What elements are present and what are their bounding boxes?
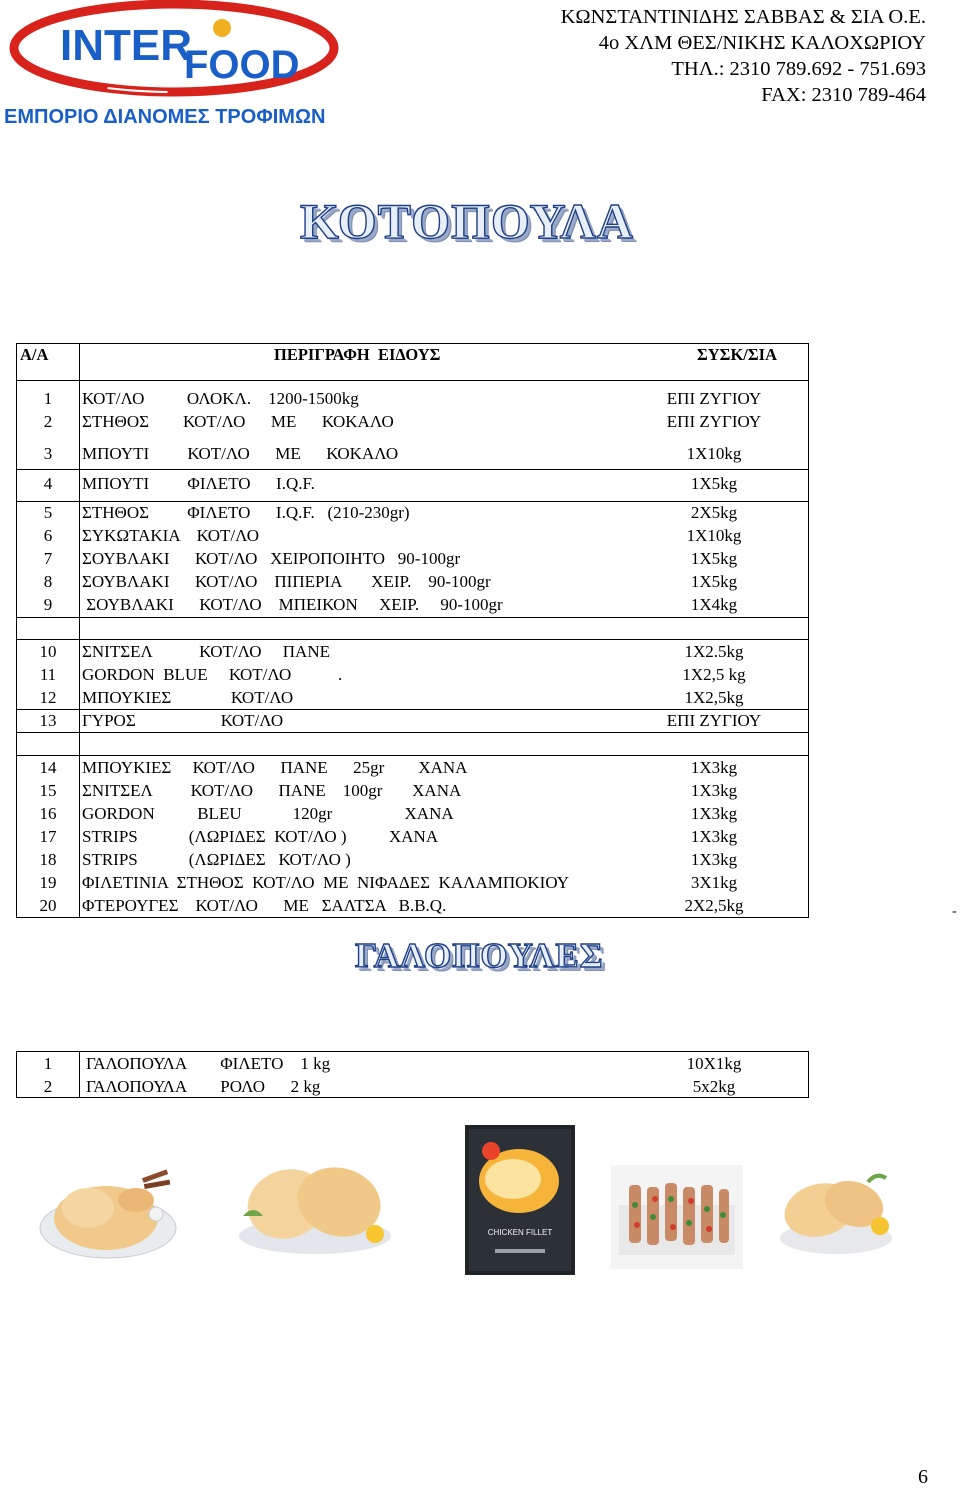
table-row [16, 825, 809, 848]
row-num: 1 [43, 389, 53, 408]
row-num: 15 [39, 781, 57, 800]
row-pack: 1Χ2,5kg [684, 688, 744, 707]
table-row [16, 387, 809, 410]
col-header-num: Α/Α [20, 345, 49, 364]
row-desc: ΣΟΥΒΛΑΚΙ ΚΟΤ/ΛΟ ΜΠΕΙΚΟΝ ΧΕΙΡ. 90-100gr [82, 595, 503, 614]
row-desc: ΣΝΙΤΣΕΛ ΚΟΤ/ΛΟ ΠΑΝΕ [82, 642, 330, 661]
row-pack: 1Χ5kg [690, 549, 738, 568]
row-pack: 1Χ5kg [690, 572, 738, 591]
turkey-product-table [16, 1051, 809, 1098]
row-num: 1 [43, 1054, 53, 1073]
row-desc: GORDON BLEU 120gr ΧΑΝΑ [82, 804, 454, 823]
interfood-logo [8, 0, 346, 100]
row-num: 18 [39, 850, 57, 869]
chicken-product-table [16, 343, 809, 918]
row-pack: 10Χ1kg [686, 1054, 742, 1073]
row-pack: 3Χ1kg [690, 873, 738, 892]
row-desc: ΣΝΙΤΣΕΛ ΚΟΤ/ΛΟ ΠΑΝΕ 100gr ΧΑΝΑ [82, 781, 462, 800]
row-pack: 1Χ4kg [690, 595, 738, 614]
row-pack: 2Χ5kg [690, 503, 738, 522]
row-num: 7 [43, 549, 53, 568]
row-desc: ΣΤΗΘΟΣ ΦΙΛΕΤΟ Ι.Q.F. (210-230gr) [82, 503, 410, 522]
row-desc: ΓΑΛΟΠΟΥΛΑ ΦΙΛΕΤΟ 1 kg [86, 1054, 331, 1073]
table-row [16, 640, 809, 663]
table-row [16, 779, 809, 802]
row-num: 12 [39, 688, 57, 707]
table-header [16, 343, 809, 367]
row-desc: ΣΟΥΒΛΑΚΙ ΚΟΤ/ΛΟ ΧΕΙΡΟΠΟΙΗΤΟ 90-100gr [82, 549, 461, 568]
row-pack: 1Χ2.5kg [684, 642, 744, 661]
table-row [16, 570, 809, 593]
table-row [16, 442, 809, 465]
row-num: 13 [39, 711, 57, 730]
row-desc: STRIPS (ΛΩΡΙΔΕΣ ΚΟΤ/ΛΟ ) [82, 850, 351, 869]
row-pack: 1Χ5kg [690, 474, 738, 493]
row-pack: 1Χ10kg [686, 444, 742, 463]
table-row [16, 802, 809, 825]
table-row [16, 472, 809, 495]
svg-text:INTER: INTER [60, 21, 192, 70]
row-desc: ΜΠΟΥΤΙ ΦΙΛΕΤΟ Ι.Q.F. [82, 474, 315, 493]
row-pack: ΕΠΙ ΖΥΓΙΟΥ [666, 412, 762, 431]
row-num: 11 [39, 665, 57, 684]
row-num: 2 [43, 412, 53, 431]
row-num: 20 [39, 896, 57, 915]
row-pack: 5x2kg [692, 1077, 736, 1096]
svg-text:FOOD: FOOD [184, 43, 300, 87]
stray-dash: - [952, 904, 957, 919]
row-num: 14 [39, 758, 57, 777]
company-address: 4ο ΧΛΜ ΘΕΣ/ΝΙΚΗΣ ΚΑΛΟΧΩΡΙΟΥ [598, 32, 926, 54]
row-pack: 1Χ3kg [690, 804, 738, 823]
col-header-desc: ΠΕΡΙΓΡΑΦΗ ΕΙΔΟΥΣ [274, 345, 441, 364]
row-desc: ΦΙΛΕΤΙΝΙΑ ΣΤΗΘΟΣ ΚΟΤ/ΛΟ ΜΕ ΝΙΦΑΔΕΣ ΚΑΛΑΜΠΟΚΙΟΥ [82, 873, 570, 892]
table-row [16, 686, 809, 709]
row-num: 16 [39, 804, 57, 823]
row-pack: ΕΠΙ ΖΥΓΙΟΥ [666, 389, 762, 408]
row-pack: 1Χ3kg [690, 827, 738, 846]
company-fax: FAX: 2310 789-464 [761, 84, 926, 106]
row-desc: GORDON BLUE ΚΟΤ/ΛΟ . [82, 665, 343, 684]
row-num: 6 [43, 526, 53, 545]
chicken-skewers-photo [611, 1165, 743, 1269]
row-num: 4 [43, 474, 53, 493]
table-row [16, 756, 809, 779]
row-desc: ΚΟΤ/ΛΟ ΟΛΟΚΛ. 1200-1500kg [82, 389, 359, 408]
chicken-section-title: ΚΟΤΟΠΟΥΛΑ [300, 193, 634, 249]
row-pack: ΕΠΙ ΖΥΓΙΟΥ [666, 711, 762, 730]
chicken-fillet-package-photo [465, 1125, 575, 1275]
company-phone: ΤΗΛ.: 2310 789.692 - 751.693 [671, 58, 926, 80]
row-num: 19 [39, 873, 57, 892]
row-num: 3 [43, 444, 53, 463]
table-row [16, 848, 809, 871]
table-row [16, 1075, 809, 1098]
row-desc: ΣΟΥΒΛΑΚΙ ΚΟΤ/ΛΟ ΠΙΠΕΡΙΑ ΧΕΙΡ. 90-100gr [82, 572, 491, 591]
company-info [561, 4, 926, 108]
whole-chicken-photo [36, 1156, 178, 1260]
svg-text:CHICKEN FILLET: CHICKEN FILLET [487, 1228, 553, 1237]
table-row [16, 663, 809, 686]
row-pack: 1Χ2,5 kg [682, 665, 746, 684]
row-desc: ΣΤΗΘΟΣ ΚΟΤ/ΛΟ ΜΕ ΚΟΚΑΛΟ [82, 412, 394, 431]
row-desc: ΜΠΟΥΤΙ ΚΟΤ/ΛΟ ΜΕ ΚΟΚΑΛΟ [82, 444, 399, 463]
turkey-section-title: ΓΑΛΟΠΟΥΛΕΣ [355, 936, 604, 975]
table-row [16, 709, 809, 732]
row-desc: ΣΥΚΩΤΑΚΙΑ ΚΟΤ/ΛΟ [82, 526, 260, 545]
row-desc: ΜΠΟΥΚΙΕΣ ΚΟΤ/ΛΟ ΠΑΝΕ 25gr ΧΑΝΑ [82, 758, 468, 777]
table-row [16, 501, 809, 524]
col-header-pack: ΣΥΣΚ/ΣΙΑ [696, 345, 778, 364]
row-desc: ΓΥΡΟΣ ΚΟΤ/ΛΟ [82, 711, 284, 730]
tagline: ΕΜΠΟΡΙΟ ΔΙΑΝΟΜΕΣ ΤΡΟΦΙΜΩΝ [4, 106, 326, 128]
row-pack: 1Χ3kg [690, 781, 738, 800]
table-row [16, 1052, 809, 1075]
row-pack: 2Χ2,5kg [684, 896, 744, 915]
row-pack: 1Χ3kg [690, 850, 738, 869]
table-row [16, 593, 809, 616]
row-num: 2 [43, 1077, 53, 1096]
row-pack: 1Χ3kg [690, 758, 738, 777]
page-number: 6 [918, 1466, 928, 1488]
row-desc: ΦΤΕΡΟΥΓΕΣ ΚΟΤ/ΛΟ ΜΕ ΣΑΛΤΣΑ Β.Β.Q. [82, 896, 447, 915]
chicken-legs-photo [776, 1158, 896, 1258]
row-num: 10 [39, 642, 57, 661]
row-pack: 1Χ10kg [686, 526, 742, 545]
table-row [16, 524, 809, 547]
row-num: 17 [39, 827, 57, 846]
table-row [16, 871, 809, 894]
table-row [16, 410, 809, 433]
row-desc: ΜΠΟΥΚΙΕΣ ΚΟΤ/ΛΟ [82, 688, 294, 707]
row-desc: STRIPS (ΛΩΡΙΔΕΣ ΚΟΤ/ΛΟ ) ΧΑΝΑ [82, 827, 439, 846]
row-desc: ΓΑΛΟΠΟΥΛΑ ΡΟΛΟ 2 kg [86, 1077, 321, 1096]
row-num: 9 [43, 595, 53, 614]
row-num: 5 [43, 503, 53, 522]
table-row [16, 894, 809, 917]
chicken-breast-fillets-photo [235, 1152, 395, 1256]
table-row [16, 547, 809, 570]
row-num: 8 [43, 572, 53, 591]
company-name: ΚΩΝΣΤΑΝΤΙΝΙΔΗΣ ΣΑΒΒΑΣ & ΣΙΑ Ο.Ε. [560, 6, 926, 28]
